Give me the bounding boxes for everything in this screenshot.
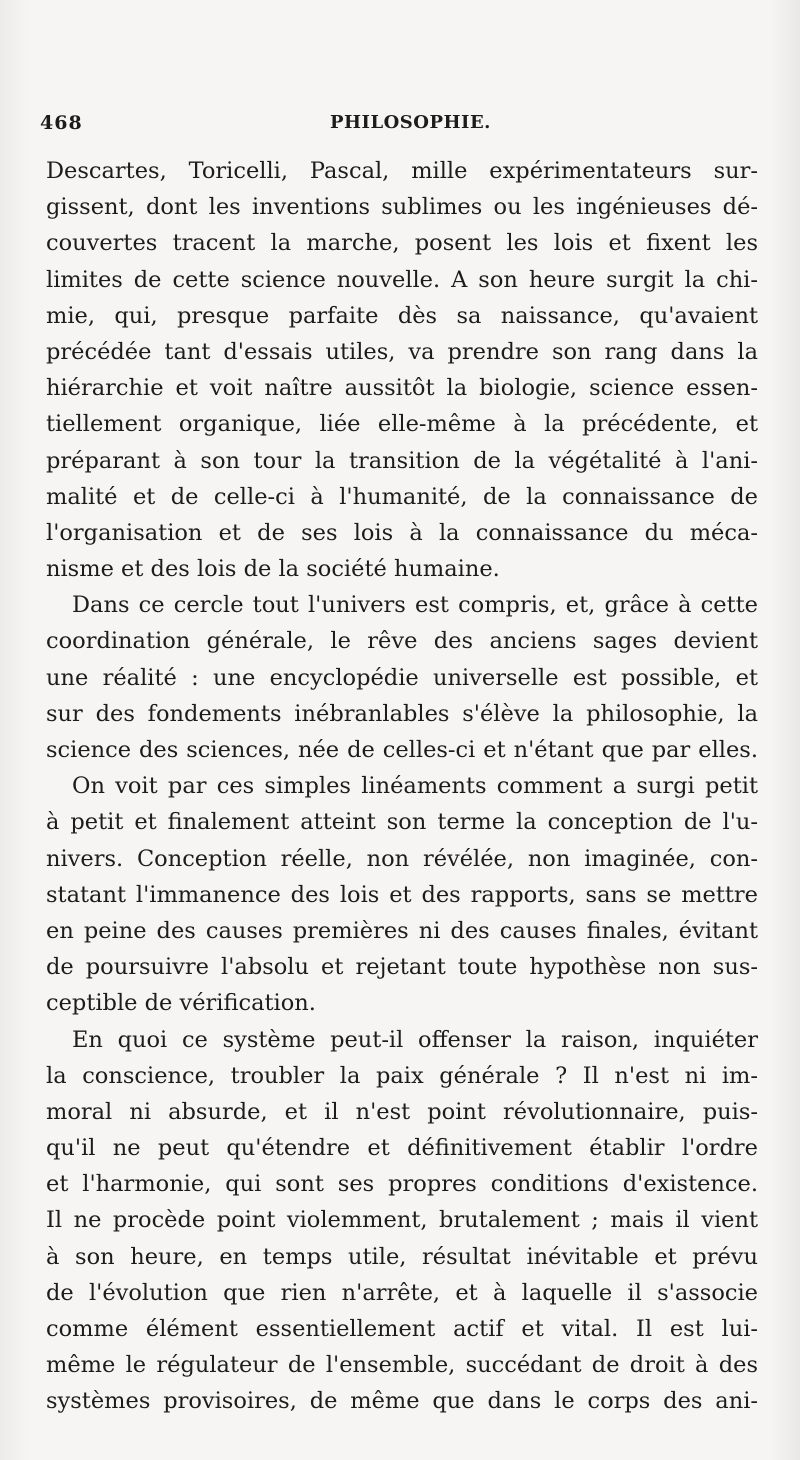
text-line: préparant à son tour la transition de la végétalité à l'ani- — [46, 447, 758, 474]
text-line: On voit par ces simples linéaments comment a surgi petit — [72, 773, 758, 800]
text-line: l'organisation et de ses lois à la connaissance du méca- — [46, 519, 758, 546]
text-line: coordination générale, le rêve des anciens sages devient — [46, 628, 758, 655]
text-line: science des sciences, née de celles-ci et n'étant que par elles. — [46, 737, 758, 763]
text-line: En quoi ce système peut-il offenser la raison, inquiéter — [72, 1026, 758, 1053]
body-text — [46, 153, 758, 1420]
text-line: à son heure, en temps utile, résultat inévitable et prévu — [46, 1243, 758, 1270]
text-line: Il ne procède point violemment, brutalement ; mais il vient — [46, 1207, 758, 1234]
text-line: couvertes tracent la marche, posent les lois et fixent les — [46, 230, 758, 257]
text-line: ceptible de vérification. — [46, 990, 316, 1017]
text-line: précédée tant d'essais utiles, va prendre son rang dans la — [46, 338, 758, 365]
text-line: mie, qui, presque parfaite dès sa naissance, qu'avaient — [46, 302, 758, 329]
text-line: et l'harmonie, qui sont ses propres conditions d'existence. — [46, 1171, 758, 1198]
text-line: gissent, dont les inventions sublimes ou les ingénieuses dé- — [46, 194, 758, 221]
text-line: une réalité : une encyclopédie universelle est possible, et — [46, 664, 758, 691]
text-line: sur des fondements inébranlables s'élève la philosophie, la — [46, 700, 758, 727]
text-line: moral ni absurde, et il n'est point révolutionnaire, puis- — [46, 1098, 758, 1125]
text-line: de l'évolution que rien n'arrête, et à laquelle il s'associe — [46, 1279, 758, 1306]
text-line: hiérarchie et voit naître aussitôt la biologie, science essen- — [46, 375, 758, 402]
page-number: 468 — [40, 112, 83, 134]
text-line: nivers. Conception réelle, non révélée, non imaginée, con- — [46, 845, 758, 872]
text-line: malité et de celle-ci à l'humanité, de la connaissance de — [46, 483, 758, 510]
text-line: systèmes provisoires, de même que dans le corps des ani- — [46, 1388, 758, 1415]
text-line: comme élément essentiellement actif et vital. Il est lui- — [46, 1316, 758, 1342]
text-line: nisme et des lois de la société humaine. — [46, 556, 500, 583]
text-line: tiellement organique, liée elle-même à la précédente, et — [46, 411, 758, 438]
text-line: même le régulateur de l'ensemble, succédant de droit à des — [46, 1352, 758, 1379]
page-header — [40, 112, 760, 144]
text-line: qu'il ne peut qu'étendre et définitivement établir l'ordre — [46, 1135, 758, 1162]
running-head: PHILOSOPHIE. — [330, 112, 491, 133]
text-line: à petit et finalement atteint son terme la conception de l'u- — [46, 809, 758, 836]
text-line: Dans ce cercle tout l'univers est compris, et, grâce à cette — [72, 592, 758, 619]
text-line: statant l'immanence des lois et des rapports, sans se mettre — [46, 881, 758, 908]
text-line: en peine des causes premières ni des causes finales, évitant — [46, 917, 758, 944]
text-line: limites de cette science nouvelle. A son heure surgit la chi- — [46, 266, 758, 293]
text-line: la conscience, troubler la paix générale ? Il n'est ni im- — [46, 1062, 758, 1089]
text-line: Descartes, Toricelli, Pascal, mille expérimentateurs sur- — [46, 158, 758, 184]
text-line: de poursuivre l'absolu et rejetant toute hypothèse non sus- — [46, 954, 758, 981]
